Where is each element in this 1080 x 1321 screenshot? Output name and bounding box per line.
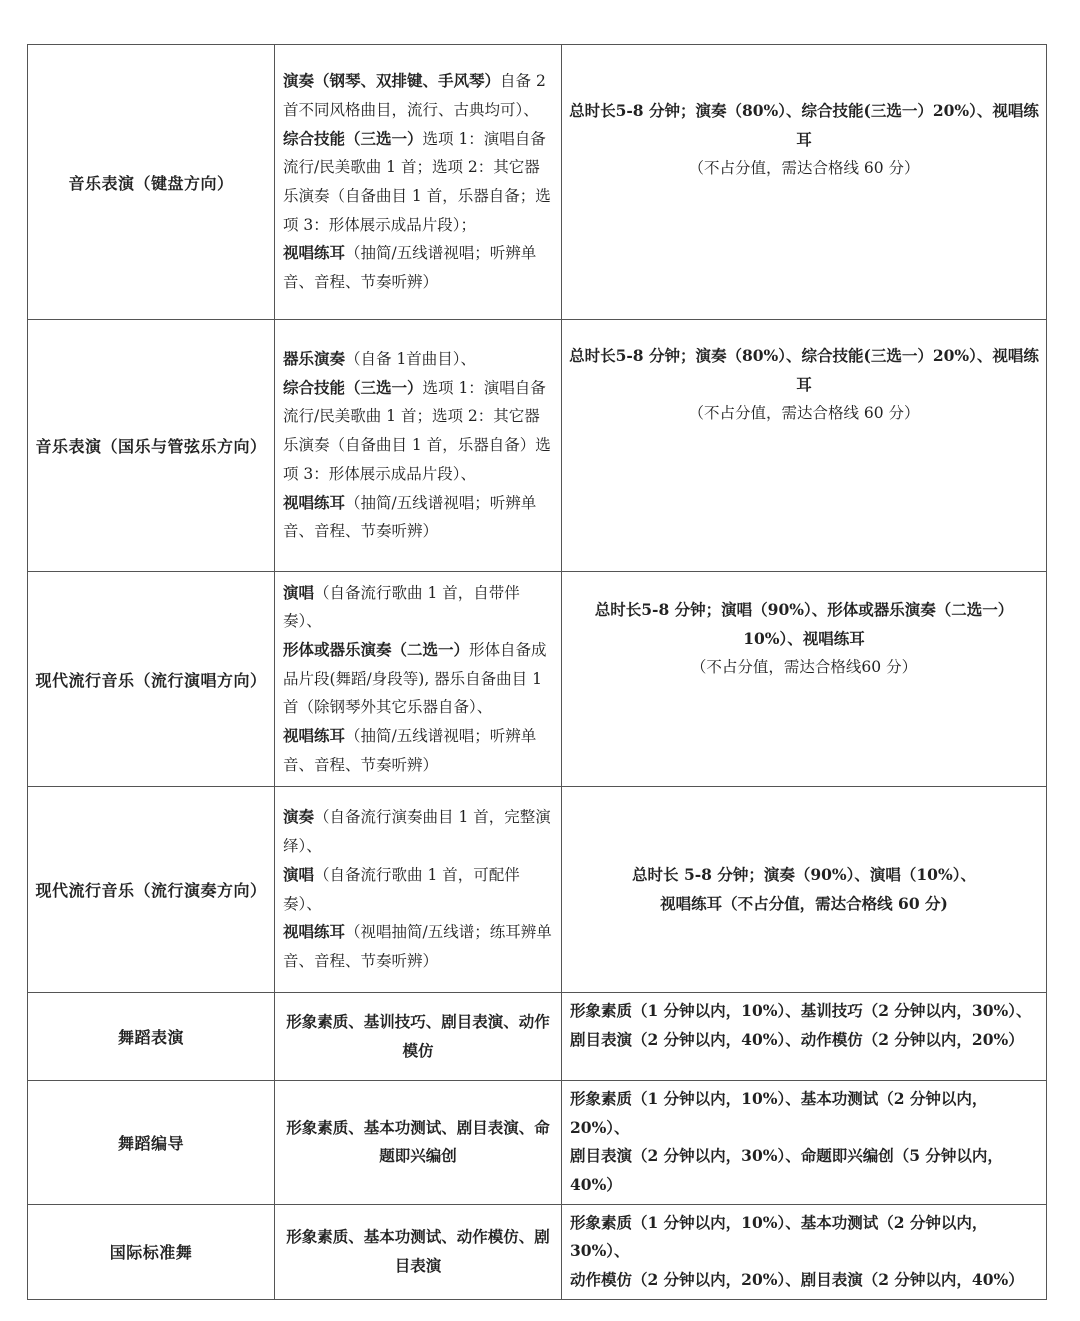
exam-item-text: （抽简/五线谱视唱；听辨单音、音程、节奏听辨） — [283, 244, 537, 292]
score-main: 总时长5-8 分钟；演奏（80%）、综合技能(三选一）20%）、视唱练耳 — [569, 346, 1039, 394]
score-cell — [562, 993, 1047, 1081]
exam-item-label: 演奏 — [283, 807, 315, 827]
score-line: 形象素质（1 分钟以内，10%）、基本功测试（2 分钟以内，30%）、 — [570, 1212, 988, 1261]
major-name: 舞蹈表演 — [28, 993, 275, 1081]
score-note: （不占分值，需达合格线60 分） — [690, 658, 918, 677]
exam-item-text: （视唱抽简/五线谱；练耳辨单音、音程、节奏听辨） — [283, 923, 552, 970]
major-name: 现代流行音乐（流行演唱方向） — [28, 572, 275, 787]
major-name: 音乐表演（国乐与管弦乐方向） — [28, 320, 275, 572]
exam-item — [283, 374, 553, 489]
score-cell — [562, 572, 1047, 787]
score-note: （不占分值，需达合格线 60 分） — [688, 404, 920, 423]
exam-item-label: 综合技能（三选一） — [283, 128, 423, 148]
score-cell — [562, 1204, 1047, 1299]
table-row — [28, 1081, 1047, 1205]
table-row — [28, 320, 1047, 572]
exam-item-text: （自备流行歌曲 1 首，可配伴奏）、 — [283, 865, 520, 913]
exam-item — [283, 918, 553, 975]
exam-items — [275, 572, 562, 787]
exam-item — [283, 636, 553, 722]
exam-item — [283, 125, 553, 240]
score-line: 剧目表演（2 分钟以内，30%）、命题即兴编创（5 分钟以内，40%） — [570, 1146, 1003, 1195]
exam-item-label: 演唱 — [283, 864, 315, 884]
score-cell — [562, 787, 1047, 993]
exam-item-label: 视唱练耳 — [283, 243, 346, 263]
exam-items: 形象素质、基训技巧、剧目表演、动作模仿 — [275, 993, 562, 1081]
exam-item-label: 形体或器乐演奏（二选一） — [283, 639, 470, 659]
table-row — [28, 787, 1047, 993]
score-line: 形象素质（1 分钟以内，10%）、基本功测试（2 分钟以内，20%）、 — [570, 1089, 988, 1137]
score-cell — [562, 320, 1047, 572]
exam-item-label: 器乐演奏 — [283, 349, 346, 369]
exam-item — [283, 722, 553, 779]
score-line: 形象素质（1 分钟以内，10%）、基训技巧（2 分钟以内，30%）、 — [570, 1001, 1032, 1020]
score-line: 动作模仿（2 分钟以内，20%）、剧目表演（2 分钟以内，40%） — [570, 1270, 1024, 1290]
exam-item-label: 演奏（钢琴、双排键、手风琴） — [283, 71, 501, 91]
major-name: 音乐表演（键盘方向） — [28, 45, 275, 320]
table-row — [28, 572, 1047, 787]
score-note: 视唱练耳（不占分值，需达合格线 60 分) — [660, 893, 948, 913]
exam-item — [283, 67, 553, 124]
exam-item-label: 演唱 — [283, 582, 315, 602]
exam-item-label: 综合技能（三选一） — [283, 377, 423, 397]
exam-item-label: 视唱练耳 — [283, 726, 346, 745]
table-row — [28, 45, 1047, 320]
score-main: 总时长5-8 分钟；演唱（90%）、形体或器乐演奏（二选一）10%）、视唱练耳 — [594, 600, 1014, 648]
exam-item-text: 自备 2 首不同风格曲目，流行、古典均可）、 — [283, 72, 546, 119]
table-row — [28, 1204, 1047, 1299]
exam-item-text: 形体自备成品片段(舞蹈/身段等), 器乐自备曲目 1 首（除钢琴外其它乐器自备）、 — [283, 640, 547, 717]
score-cell — [562, 45, 1047, 320]
exam-item-text: （自备流行歌曲 1 首，自带伴奏）、 — [283, 583, 520, 631]
exam-item-text: （抽简/五线谱视唱；听辨单音、音程、节奏听辨） — [283, 727, 537, 774]
major-name: 国际标准舞 — [28, 1204, 275, 1299]
exam-items — [275, 45, 562, 320]
exam-item-label: 视唱练耳 — [283, 922, 346, 942]
score-cell — [562, 1081, 1047, 1205]
exam-item — [283, 803, 553, 860]
exam-item — [283, 861, 553, 918]
score-note: （不占分值，需达合格线 60 分） — [688, 159, 920, 178]
exam-items: 形象素质、基本功测试、剧目表演、命题即兴编创 — [275, 1081, 562, 1205]
major-name: 舞蹈编导 — [28, 1081, 275, 1205]
exam-item — [283, 579, 553, 636]
exam-item-text: （自备 1首曲目）、 — [345, 350, 477, 369]
exam-item-text: （自备流行演奏曲目 1 首，完整演绎）、 — [283, 808, 551, 856]
major-name: 现代流行音乐（流行演奏方向） — [28, 787, 275, 993]
exam-item — [283, 239, 553, 296]
exam-content-table — [27, 44, 1047, 1300]
score-main: 总时长5-8 分钟；演奏（80%）、综合技能(三选一）20%）、视唱练耳 — [569, 101, 1039, 149]
table-row — [28, 993, 1047, 1081]
exam-items: 形象素质、基本功测试、动作模仿、剧目表演 — [275, 1204, 562, 1299]
exam-item-text: 选项 1：演唱自备流行/民美歌曲 1 首；选项 2：其它器乐演奏（自备曲目 1 首，乐器自备）选项 3：形体展示成品片段）、 — [283, 378, 551, 483]
exam-item-text: 选项 1：演唱自备流行/民美歌曲 1 首；选项 2：其它器乐演奏（自备曲目 1 首，乐器自备；选项 3：形体展示成品片段）； — [283, 129, 551, 234]
exam-item — [283, 345, 553, 374]
exam-items — [275, 787, 562, 993]
score-line: 剧目表演（2 分钟以内，40%）、动作模仿（2 分钟以内，20%） — [570, 1029, 1024, 1049]
exam-item — [283, 489, 553, 546]
score-main: 总时长 5-8 分钟；演奏（90%）、演唱（10%）、 — [632, 864, 976, 884]
exam-item-label: 视唱练耳 — [283, 492, 346, 512]
exam-items — [275, 320, 562, 572]
exam-item-text: （抽简/五线谱视唱；听辨单音、音程、节奏听辨） — [283, 493, 537, 541]
